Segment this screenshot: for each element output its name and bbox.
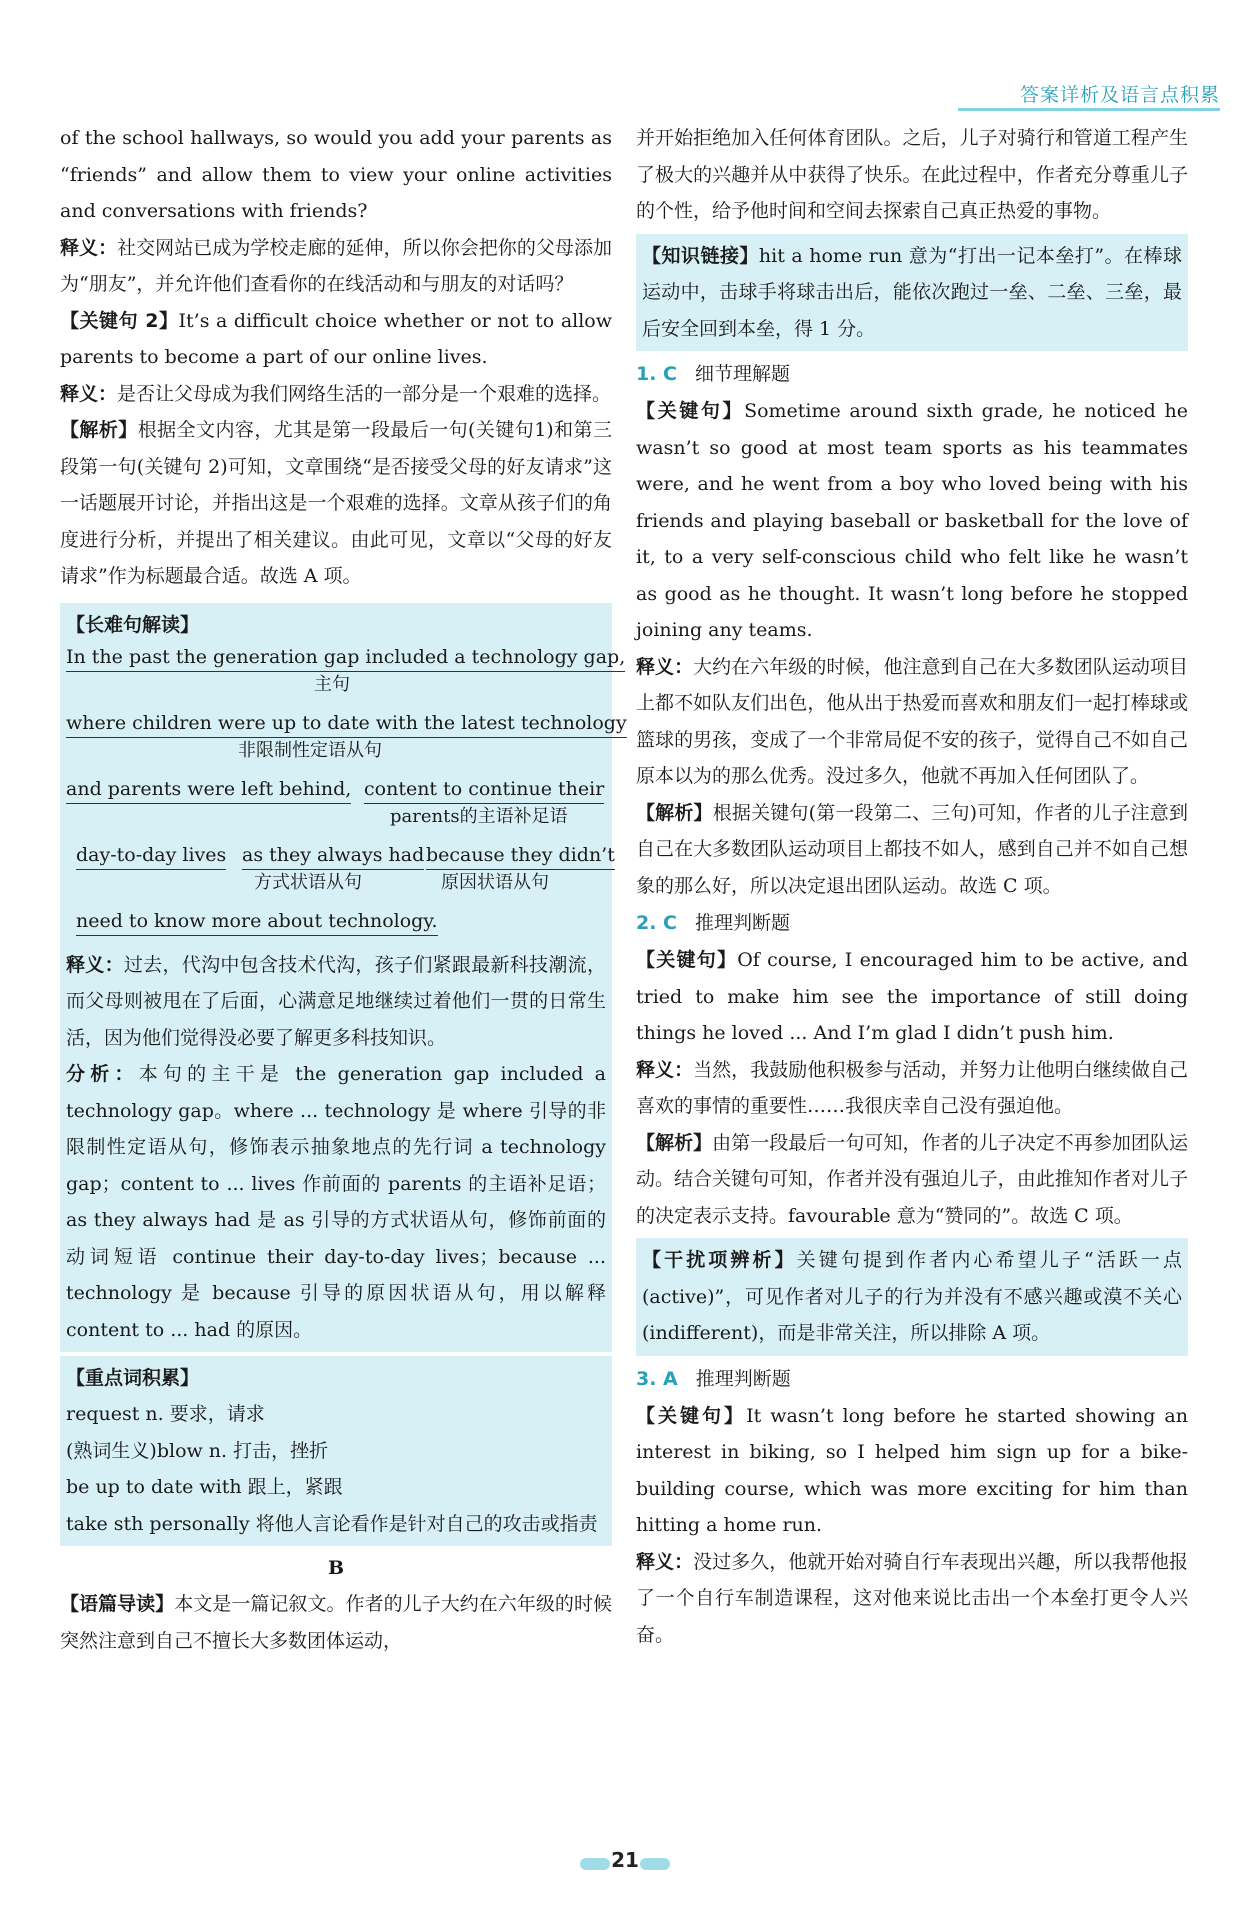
question-heading xyxy=(636,904,1188,942)
right-column xyxy=(636,120,1188,1653)
question-number: 3. A xyxy=(636,1367,678,1390)
text: 根据全文内容，尤其是第一段最后一句(关键句1)和第三段第一句(关键句 2)可知，文章围绕“是否接受父母的好友请求”这一话题展开讨论，并指出这是一个艰难的选择。文章从孩子们的角度进行分析，并提出了相关建议。由此可见，文章以“父母的好友请求”作为标题最合适。故选 A 项。 xyxy=(60,419,612,587)
text: 大约在六年级的时候，他注意到自己在大多数团队运动项目上都不如队友们出色，他从出于热爱而喜欢和朋友们一起打棒球或篮球的男孩，变成了一个非常局促不安的孩子，觉得自己不如自己原本以为的那么优秀。没过多久，他就不再加入任何团队了。 xyxy=(636,655,1188,787)
text: Sometime around sixth grade, he noticed he wasn’t so good at most team sports as his teammates were, and he went from a boy who loved being with his friends and playing baseball or basketball for the love of it, to a very self-conscious child who felt like he wasn’t as good as he thought. It wasn’t long before he stopped joining any teams. xyxy=(636,400,1188,641)
label: 【解析】 xyxy=(60,419,138,441)
label: 【干扰项辨析】 xyxy=(642,1249,797,1271)
paragraph xyxy=(642,238,1182,348)
question-heading xyxy=(636,355,1188,393)
text: It’s a difficult choice whether or not to allow parents to become a part of our online lives. xyxy=(60,309,612,368)
box-title: 【重点词积累】 xyxy=(66,1367,200,1389)
paragraph xyxy=(60,412,612,595)
segment-label: 方式状语从句 xyxy=(254,871,362,893)
sentence-segment: because they didn’t xyxy=(426,841,615,870)
knowledge-link-box xyxy=(636,234,1188,352)
section-letter: B xyxy=(327,1557,345,1579)
segment-label: 非限制性定语从句 xyxy=(238,739,382,761)
label: 释义： xyxy=(60,236,118,259)
text: 本文是一篇记叙文。作者的儿子大约在六年级的时候突然注意到自己不擅长大多数团体运动， xyxy=(60,1593,612,1652)
label: 【关键句】 xyxy=(636,400,745,422)
sentence-segment: where children were up to date with the latest technology xyxy=(66,709,627,738)
paragraph xyxy=(636,795,1188,905)
paragraph xyxy=(60,303,612,376)
sentence-segment: content to continue their xyxy=(364,775,604,804)
analysis-line xyxy=(66,907,606,947)
sentence-segment: as they always had xyxy=(242,841,424,870)
label: 【语篇导读】 xyxy=(60,1593,175,1615)
paragraph xyxy=(642,1242,1182,1352)
analysis-line xyxy=(66,841,615,907)
label: 【知识链接】 xyxy=(642,244,759,267)
vocab-item: take sth personally 将他人言论看作是针对自己的攻击或指责 xyxy=(66,1512,598,1535)
segment-label: parents的主语补足语 xyxy=(390,805,568,827)
text: 关键句提到作者内心希望儿子“活跃一点(active)”，可见作者对儿子的行为并没有不感兴趣或漠不关心(indifferent)，而是非常关注，所以排除 A 项。 xyxy=(642,1249,1182,1344)
text: Of course, I encouraged him to be active, and tried to make him see the importance of still doing things he loved ... And I’m glad I didn’t push him. xyxy=(636,949,1188,1044)
text: 没过多久，他就开始对骑自行车表现出兴趣，所以我帮他报了一个自行车制造课程，这对他来说比击出一个本垒打更令人兴奋。 xyxy=(636,1550,1188,1646)
text: 由第一段最后一句可知，作者的儿子决定不再参加团队运动。结合关键句可知，作者并没有强迫儿子，由此推知作者对儿子的决定表示支持。favourable 意为“赞同的”。故选 C 项。 xyxy=(636,1131,1188,1227)
question-type: 推理判断题 xyxy=(695,912,791,934)
question-type: 推理判断题 xyxy=(695,1367,791,1390)
text: hit a home run 意为“打出一记本垒打”。在棒球运动中，击球手将球击出后，能依次跑过一垒、二垒、三垒，最后安全回到本垒，得 1 分。 xyxy=(642,244,1182,340)
sentence-segment: and parents were left behind, xyxy=(66,775,351,804)
sentence-segment: In the past the generation gap included a technology gap, xyxy=(66,643,625,672)
long-sentence-box xyxy=(60,603,627,1353)
box-title: 【长难句解读】 xyxy=(66,613,200,636)
analysis-line xyxy=(66,643,626,709)
label: 释义： xyxy=(60,382,118,405)
analysis-line xyxy=(66,775,606,841)
question-number: 2. C xyxy=(636,912,677,934)
text: 根据关键句(第一段第二、三句)可知，作者的儿子注意到自己在大多数团队运动项目上都技不如人，感到自己并不如自己想象的那么好，所以决定退出团队运动。故选 C 项。 xyxy=(636,801,1188,897)
paragraph xyxy=(636,649,1188,795)
paragraph: of the school hallways, so would you add your parents as “friends” and allow them to view your online activities and conversations with friends? xyxy=(60,127,612,222)
paragraph xyxy=(636,942,1188,1052)
header-rule xyxy=(958,108,1220,111)
vocab-item: be up to date with 跟上，紧跟 xyxy=(66,1476,343,1498)
sentence-segment: day-to-day lives xyxy=(76,841,226,870)
text: 本句的主干是 the generation gap included a technology gap。where ... technology 是 where 引导的非限制性定语从句，修饰表示抽象地点的先行词 a technology gap；content to ... lives 作前面的 parents 的主语补足语；as they always had 是 as 引导的方式状语从句，修饰前面的动词短语 continue their day-to-day lives；because ... technology 是 because 引导的原因状语从句，用以解释 content to ... had 的原因。 xyxy=(66,1063,606,1341)
paragraph xyxy=(66,1056,606,1348)
header-title: 答案详析及语言点积累 xyxy=(1019,84,1220,106)
paragraph: 并开始拒绝加入任何体育团队。之后，儿子对骑行和管道工程产生了极大的兴趣并从中获得了快乐。在此过程中，作者充分尊重儿子的个性，给予他时间和空间去探索自己真正热爱的事物。 xyxy=(636,127,1188,222)
paragraph xyxy=(636,1544,1188,1654)
label: 【解析】 xyxy=(636,801,713,824)
label: 【关键句】 xyxy=(636,1404,747,1427)
vocab-item: (熟词生义)blow n. 打击，挫折 xyxy=(66,1439,329,1462)
text: 社交网站已成为学校走廊的延伸，所以你会把你的父母添加为“朋友”，并允许他们查看你的在线活动和与朋友的对话吗？ xyxy=(60,236,612,295)
text: 当然，我鼓励他积极参与活动，并努力让他明白继续做自己喜欢的事情的重要性……我很庆幸自己没有强迫他。 xyxy=(636,1058,1188,1117)
text: 过去，代沟中包含技术代沟，孩子们紧跟最新科技潮流，而父母则被甩在了后面，心满意足地继续过着他们一贯的日常生活，因为他们觉得没必要了解更多科技知识。 xyxy=(66,953,606,1049)
paragraph xyxy=(60,376,612,413)
label: 释义： xyxy=(636,655,694,678)
label: 【关键句】 xyxy=(636,949,738,971)
distractor-analysis-box xyxy=(636,1238,1188,1356)
question-number: 1. C xyxy=(636,363,677,385)
label: 释义： xyxy=(66,953,124,976)
vocab-item: request n. 要求，请求 xyxy=(66,1403,265,1425)
analysis-line xyxy=(66,709,627,775)
question-type: 细节理解题 xyxy=(695,363,791,385)
paragraph xyxy=(636,1052,1188,1125)
text: It wasn’t long before he started showing an interest in biking, so I helped him sign up for a bike-building course, which was more exciting for him than hitting a home run. xyxy=(636,1404,1188,1536)
paragraph xyxy=(60,1586,612,1659)
paragraph xyxy=(636,393,1188,649)
question-heading xyxy=(636,1360,1188,1398)
label: 【解析】 xyxy=(636,1131,713,1154)
label: 【关键句 2】 xyxy=(60,309,179,332)
label: 释义： xyxy=(636,1058,694,1081)
paragraph xyxy=(636,1398,1188,1544)
vocabulary-box xyxy=(60,1356,612,1546)
paragraph xyxy=(60,230,612,303)
label: 分析： xyxy=(66,1063,139,1085)
page-number: 21 xyxy=(611,1848,639,1872)
segment-label: 主句 xyxy=(314,673,350,695)
segment-label: 原因状语从句 xyxy=(441,871,549,893)
sentence-segment: need to know more about technology. xyxy=(76,907,438,936)
paragraph xyxy=(66,947,606,1057)
left-column xyxy=(60,120,627,1659)
text: 是否让父母成为我们网络生活的一部分是一个艰难的选择。 xyxy=(117,382,612,405)
paragraph xyxy=(636,1125,1188,1235)
label: 释义： xyxy=(636,1550,694,1573)
